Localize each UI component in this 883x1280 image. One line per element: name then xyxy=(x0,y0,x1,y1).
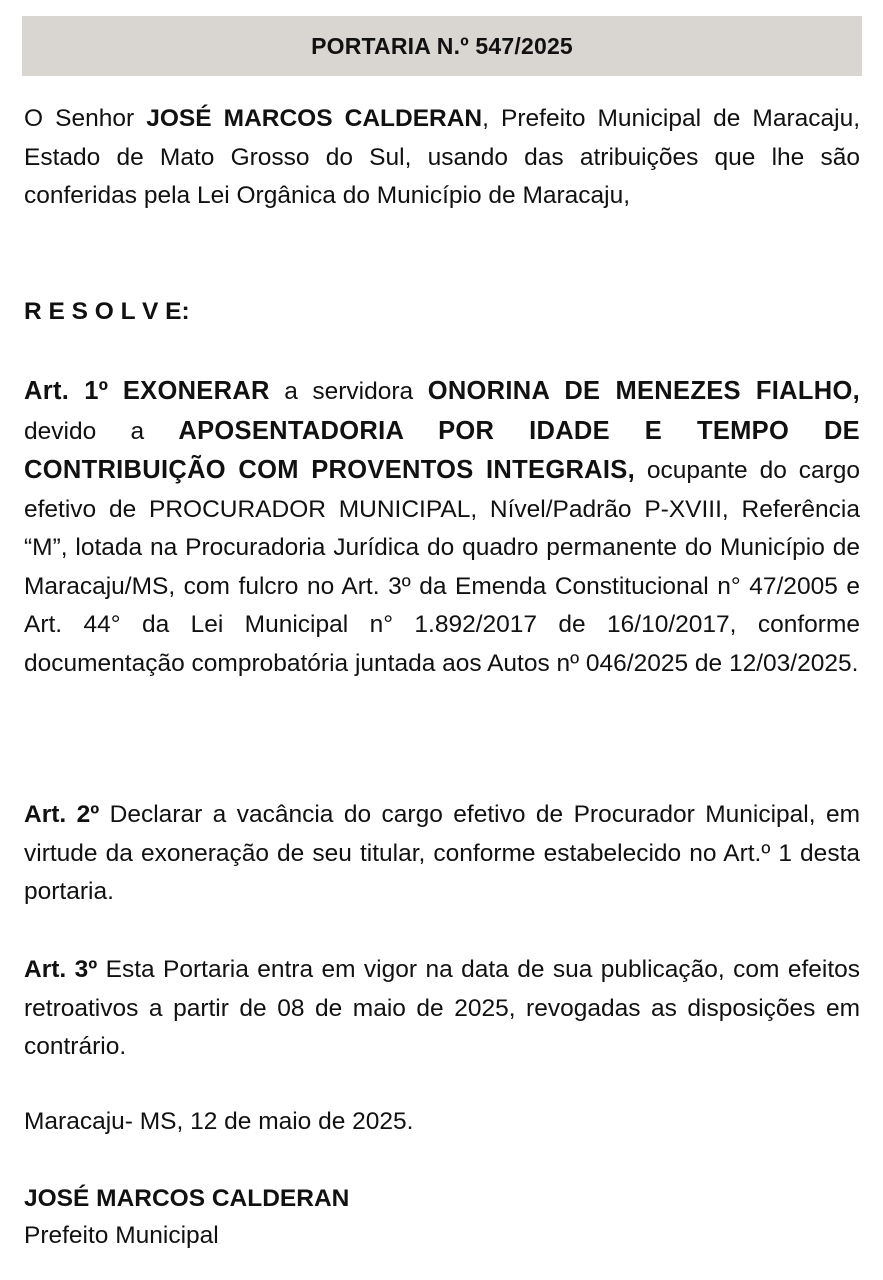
art1-action: EXONERAR xyxy=(122,377,270,405)
art1-body: ocupante do cargo efetivo de PROCURADOR MUNICIPAL, Nível/Padrão P-XVIII, Referência “M”, lotada na Procuradoria Jurídica do quadro permanente do Município de Maracaju/MS, com fulcro no Art. 3º da Emenda Constitucional n° 47/2005 e Art. 44° da Lei Municipal n° 1.892/2017 de 16/10/2017, conforme documentação comprobatória juntada aos Autos nº 046/2025 de 12/03/2025. xyxy=(24,457,860,677)
signatory-name xyxy=(24,1180,860,1219)
art1-text2: devido a xyxy=(24,417,179,445)
place-date xyxy=(24,1103,860,1142)
mayor-name: JOSÉ MARCOS CALDERAN xyxy=(146,105,483,132)
art1-servant: ONORINA DE MENEZES FIALHO, xyxy=(427,377,861,405)
intro-paragraph xyxy=(24,100,860,216)
intro-rest: , Prefeito Municipal de Maracaju, Estado de Mato Grosso do Sul, usando das atribuições que lhe são conferidas pela Lei Orgânica do Município de Maracaju, xyxy=(24,105,860,209)
signatory-role xyxy=(24,1217,860,1256)
art2-label: Art. 2º xyxy=(24,801,100,828)
title-bar xyxy=(22,16,862,76)
art3-label: Art. 3º xyxy=(24,956,98,983)
signatory-name-text: JOSÉ MARCOS CALDERAN xyxy=(24,1185,350,1212)
article-1 xyxy=(24,372,860,683)
art1-reason: APOSENTADORIA POR IDADE E TEMPO DE CONTRIBUIÇÃO COM PROVENTOS INTEGRAIS, xyxy=(24,416,860,484)
article-2 xyxy=(24,796,860,912)
resolve-text: R E S O L V E: xyxy=(24,298,190,325)
art2-body: Declarar a vacância do cargo efetivo de Procurador Municipal, em virtude da exoneração de seu titular, conforme estabelecido no Art.º 1 desta portaria. xyxy=(24,801,860,905)
art3-body: Esta Portaria entra em vigor na data de sua publicação, com efeitos retroativos a partir de 08 de maio de 2025, revogadas as disposições em contrário. xyxy=(24,956,861,1060)
document-title: PORTARIA N.º 547/2025 xyxy=(311,32,573,59)
resolve-heading xyxy=(24,293,860,332)
article-3 xyxy=(24,951,860,1067)
intro-prefix: O Senhor xyxy=(24,105,147,132)
place-date-text: Maracaju- MS, 12 de maio de 2025. xyxy=(24,1108,414,1135)
art1-label: Art. 1º xyxy=(24,377,109,405)
art1-text1: a servidora xyxy=(269,378,428,405)
signatory-role-text: Prefeito Municipal xyxy=(24,1222,219,1249)
